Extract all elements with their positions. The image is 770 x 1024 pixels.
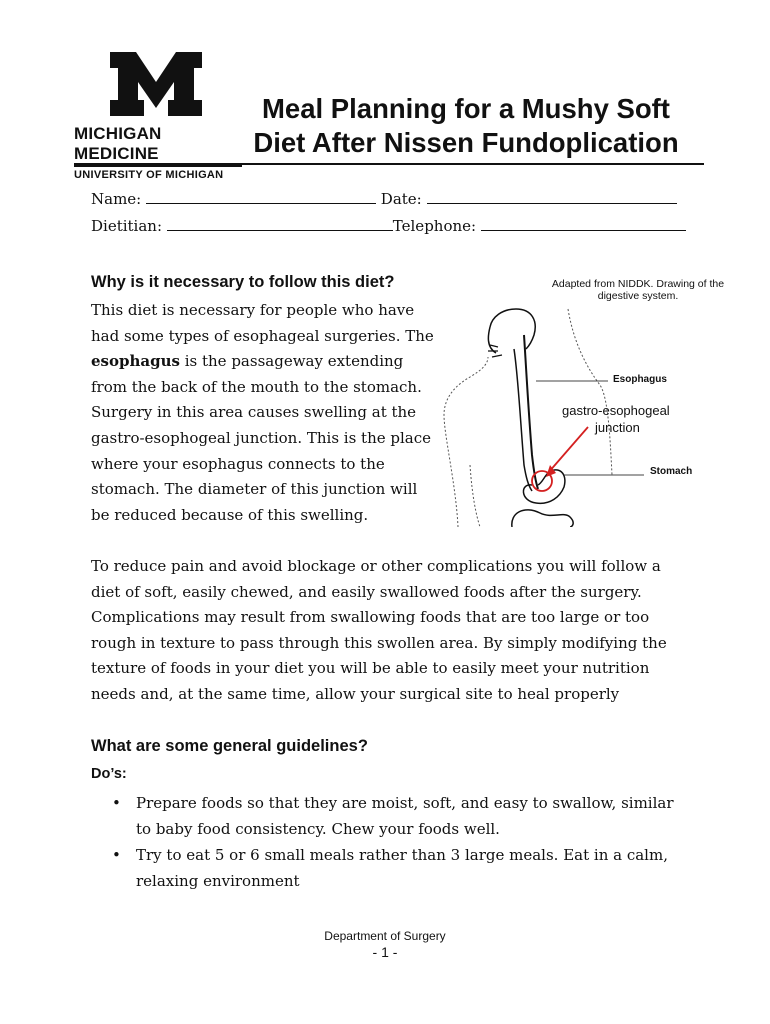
label-stomach: Stomach	[650, 466, 693, 477]
name-label: Name:	[91, 190, 142, 208]
michigan-medicine-logo	[74, 52, 244, 181]
list-item: • Prepare foods so that they are moist, soft, and easy to swallow, similar to baby food consistency. Chew your foods well.	[112, 790, 692, 842]
logo-brand-text: MICHIGAN MEDICINE	[74, 124, 162, 163]
figure-caption: Adapted from NIDDK. Drawing of the digestive system.	[551, 278, 725, 302]
why-paragraph-rest: is the passageway extending from the back of the mouth to the stomach. Surgery in this area causes swelling at the gastro-esophogeal junction. This is the place where your esophagus connects to the stomach. The diameter of this junction will be reduced because of this swelling.	[91, 352, 431, 524]
complications-paragraph: To reduce pain and avoid blockage or other complications you will follow a diet of soft, easily chewed, and easily swallowed foods after the surgery. Complications may result from swallowing foods that are too large or too rough in texture to pass through this swollen area. By simply modifying the texture of foods in your diet you will be able to easily meet your nutrition needs and, at the same time, allow your surgical site to heal properly	[91, 557, 667, 703]
label-junction-line-1: gastro-esophogeal	[562, 403, 670, 418]
page-title-line-2: Diet After Nissen Fundoplication	[253, 127, 679, 158]
page-title-line-1: Meal Planning for a Mushy Soft	[262, 93, 670, 124]
list-item: • Try to eat 5 or 6 small meals rather than 3 large meals. Eat in a calm, relaxing environment	[112, 842, 692, 894]
form-row-dietitian-telephone	[91, 217, 686, 235]
section-heading-guidelines: What are some general guidelines?	[91, 737, 368, 755]
telephone-field[interactable]	[481, 218, 686, 231]
dos-list	[112, 790, 692, 894]
title-divider	[74, 163, 704, 165]
body-outline-inner	[470, 465, 480, 527]
page-title	[246, 92, 686, 160]
form-row-name-date	[91, 190, 677, 208]
footer-page-number: - 1 -	[372, 944, 398, 960]
esophagus-tube	[524, 335, 538, 489]
label-esophagus: Esophagus	[613, 374, 667, 385]
footer-department: Department of Surgery	[324, 929, 446, 943]
logo-divider	[74, 165, 242, 167]
section-heading-why: Why is it necessary to follow this diet?	[91, 273, 395, 291]
esophagus-term: esophagus	[91, 352, 180, 371]
intestine-shape	[512, 510, 573, 527]
why-paragraph	[91, 298, 436, 528]
name-field[interactable]	[146, 191, 376, 204]
junction-arrow	[548, 427, 588, 473]
logo-university-text: UNIVERSITY OF MICHIGAN	[74, 168, 224, 181]
telephone-label: Telephone:	[392, 217, 477, 235]
body-outline-right	[568, 309, 612, 475]
dietitian-field[interactable]	[167, 218, 393, 231]
block-m-logo-icon	[110, 52, 202, 116]
date-field[interactable]	[427, 191, 677, 204]
label-junction-line-2: junction	[595, 420, 640, 435]
dietitian-label: Dietitian:	[91, 217, 163, 235]
body-outline	[444, 357, 488, 527]
digestive-system-diagram	[440, 305, 710, 527]
date-label: Date:	[380, 190, 422, 208]
why-paragraph-intro: This diet is necessary for people who have had some types of esophageal surgeries. The	[91, 301, 434, 345]
dos-label: Do’s:	[91, 766, 127, 782]
